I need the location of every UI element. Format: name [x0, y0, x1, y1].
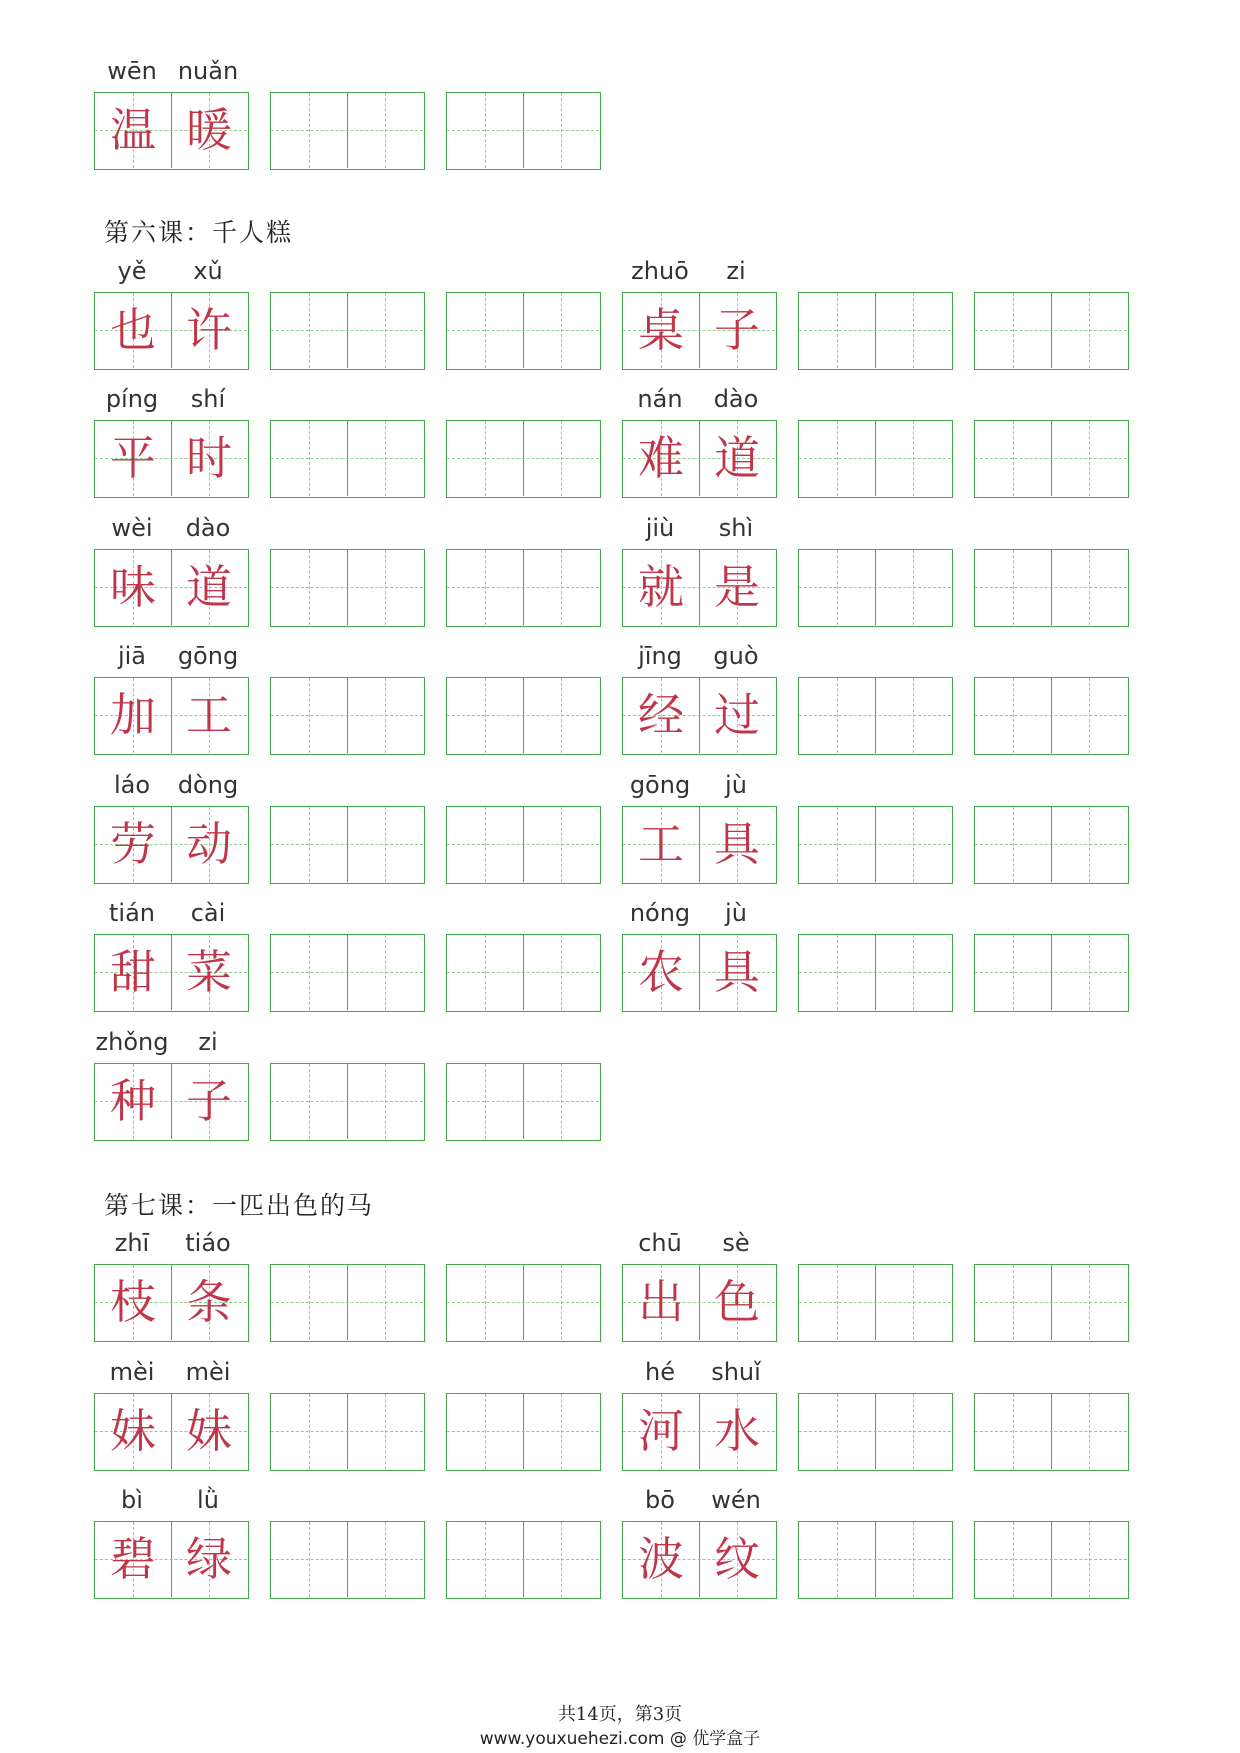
hanzi-char: 菜: [186, 945, 232, 999]
practice-box[interactable]: [446, 420, 601, 498]
hanzi-char: 色: [714, 1275, 760, 1329]
practice-box[interactable]: [974, 934, 1129, 1012]
word-box: [94, 677, 249, 755]
practice-box[interactable]: [798, 934, 953, 1012]
writing-cell[interactable]: [523, 93, 599, 168]
practice-box[interactable]: [446, 677, 601, 755]
practice-box[interactable]: [270, 806, 425, 884]
writing-cell[interactable]: [347, 678, 423, 753]
pinyin-label: shuǐ: [711, 1358, 761, 1386]
pinyin-label: jiù: [645, 514, 675, 542]
writing-cell[interactable]: [523, 293, 599, 368]
practice-box[interactable]: [798, 420, 953, 498]
pinyin-label: gōng: [629, 771, 691, 799]
pinyin-label: tián: [109, 899, 155, 927]
writing-cell[interactable]: [975, 807, 1051, 882]
hanzi-char: 劳: [110, 817, 156, 871]
word-box: [622, 934, 777, 1012]
word-box: [622, 677, 777, 755]
writing-cell[interactable]: [347, 550, 423, 625]
hanzi-char: 甜: [110, 945, 156, 999]
pinyin-label: zhī: [114, 1229, 150, 1257]
word-box: [622, 292, 777, 370]
writing-cell[interactable]: [1051, 550, 1127, 625]
writing-cell[interactable]: [523, 1064, 599, 1139]
writing-cell[interactable]: [347, 1394, 423, 1469]
pinyin-label: shì: [718, 514, 754, 542]
page-number: 共14页，第3页: [557, 1704, 683, 1725]
pinyin-label: píng: [105, 385, 159, 413]
practice-box[interactable]: [270, 549, 425, 627]
practice-box[interactable]: [446, 806, 601, 884]
writing-cell[interactable]: [347, 421, 423, 496]
pinyin-label: mèi: [109, 1358, 155, 1386]
practice-box[interactable]: [446, 934, 601, 1012]
writing-cell[interactable]: [447, 93, 523, 168]
hanzi-char: 许: [186, 303, 232, 357]
pinyin-label: wèi: [111, 514, 153, 542]
writing-cell[interactable]: [975, 935, 1051, 1010]
hanzi-char: 具: [714, 817, 760, 871]
writing-cell[interactable]: [523, 807, 599, 882]
writing-cell[interactable]: [347, 1064, 423, 1139]
writing-cell[interactable]: [447, 935, 523, 1010]
practice-box[interactable]: [798, 1393, 953, 1471]
practice-box[interactable]: [446, 549, 601, 627]
writing-cell[interactable]: [271, 421, 347, 496]
practice-box[interactable]: [446, 1264, 601, 1342]
hanzi-char: 时: [186, 431, 232, 485]
pinyin-label: nuǎn: [177, 57, 239, 85]
practice-box[interactable]: [446, 1063, 601, 1141]
writing-cell[interactable]: [799, 935, 875, 1010]
writing-cell[interactable]: [799, 807, 875, 882]
practice-box[interactable]: [270, 1393, 425, 1471]
writing-cell[interactable]: [447, 807, 523, 882]
hanzi-char: 水: [714, 1404, 760, 1458]
writing-cell[interactable]: [1051, 1265, 1127, 1340]
practice-box[interactable]: [974, 1393, 1129, 1471]
hanzi-char: 桌: [638, 303, 684, 357]
pinyin-label: shí: [190, 385, 226, 413]
word-box: [94, 806, 249, 884]
writing-cell[interactable]: [875, 421, 951, 496]
word-box: [94, 549, 249, 627]
hanzi-char: 种: [110, 1074, 156, 1128]
writing-cell[interactable]: [347, 807, 423, 882]
hanzi-char: 子: [714, 303, 760, 357]
practice-box[interactable]: [798, 292, 953, 370]
practice-box[interactable]: [270, 1264, 425, 1342]
practice-box[interactable]: [446, 1393, 601, 1471]
pinyin-label: zi: [726, 257, 746, 285]
writing-cell[interactable]: [1051, 1522, 1127, 1597]
practice-box[interactable]: [270, 934, 425, 1012]
pinyin-label: nóng: [629, 899, 691, 927]
hanzi-char: 工: [638, 817, 684, 871]
pinyin-label: zhǒng: [95, 1028, 169, 1056]
pinyin-label: zhuō: [631, 257, 689, 285]
hanzi-char: 绿: [186, 1532, 232, 1586]
pinyin-label: dòng: [177, 771, 239, 799]
pinyin-label: zi: [198, 1028, 218, 1056]
pinyin-label: yě: [117, 257, 147, 285]
writing-cell[interactable]: [271, 293, 347, 368]
hanzi-char: 具: [714, 945, 760, 999]
writing-cell[interactable]: [347, 1522, 423, 1597]
hanzi-char: 农: [638, 945, 684, 999]
pinyin-label: dào: [185, 514, 231, 542]
writing-cell[interactable]: [271, 807, 347, 882]
practice-box[interactable]: [270, 677, 425, 755]
writing-cell[interactable]: [447, 678, 523, 753]
writing-cell[interactable]: [1051, 807, 1127, 882]
pinyin-label: sè: [722, 1229, 750, 1257]
pinyin-label: dào: [713, 385, 759, 413]
writing-cell[interactable]: [271, 678, 347, 753]
word-box: [622, 549, 777, 627]
word-box: [94, 92, 249, 170]
writing-cell[interactable]: [347, 93, 423, 168]
pinyin-label: chū: [638, 1229, 682, 1257]
hanzi-char: 出: [638, 1275, 684, 1329]
word-box: [94, 1264, 249, 1342]
writing-cell[interactable]: [271, 1064, 347, 1139]
hanzi-char: 就: [638, 560, 684, 614]
writing-cell[interactable]: [271, 935, 347, 1010]
writing-cell[interactable]: [447, 1265, 523, 1340]
hanzi-char: 道: [714, 431, 760, 485]
pinyin-label: nán: [637, 385, 683, 413]
writing-cell[interactable]: [975, 550, 1051, 625]
writing-cell[interactable]: [1051, 293, 1127, 368]
writing-cell[interactable]: [523, 678, 599, 753]
hanzi-char: 道: [186, 560, 232, 614]
pinyin-label: láo: [113, 771, 151, 799]
writing-cell[interactable]: [875, 1522, 951, 1597]
practice-box[interactable]: [270, 92, 425, 170]
writing-cell[interactable]: [975, 1265, 1051, 1340]
practice-box[interactable]: [270, 292, 425, 370]
writing-cell[interactable]: [447, 1394, 523, 1469]
hanzi-char: 暖: [186, 103, 232, 157]
writing-cell[interactable]: [523, 1394, 599, 1469]
pinyin-label: jù: [725, 899, 747, 927]
hanzi-char: 纹: [714, 1532, 760, 1586]
writing-cell[interactable]: [347, 293, 423, 368]
writing-cell[interactable]: [347, 1265, 423, 1340]
hanzi-char: 加: [110, 688, 156, 742]
practice-box[interactable]: [974, 1521, 1129, 1599]
hanzi-char: 也: [110, 303, 156, 357]
word-box: [622, 1521, 777, 1599]
writing-cell[interactable]: [799, 1394, 875, 1469]
writing-cell[interactable]: [875, 1394, 951, 1469]
hanzi-char: 是: [714, 560, 760, 614]
writing-cell[interactable]: [523, 1265, 599, 1340]
writing-cell[interactable]: [799, 1265, 875, 1340]
writing-cell[interactable]: [975, 1394, 1051, 1469]
writing-cell[interactable]: [271, 1394, 347, 1469]
writing-cell[interactable]: [271, 550, 347, 625]
pinyin-label: tiáo: [185, 1229, 231, 1257]
practice-box[interactable]: [446, 92, 601, 170]
pinyin-label: cài: [190, 899, 226, 927]
word-box: [94, 1063, 249, 1141]
writing-cell[interactable]: [1051, 678, 1127, 753]
hanzi-char: 温: [110, 103, 156, 157]
writing-cell[interactable]: [875, 678, 951, 753]
writing-cell[interactable]: [1051, 935, 1127, 1010]
hanzi-char: 经: [638, 688, 684, 742]
hanzi-char: 波: [638, 1532, 684, 1586]
practice-box[interactable]: [974, 292, 1129, 370]
practice-box[interactable]: [270, 1063, 425, 1141]
hanzi-char: 妹: [186, 1404, 232, 1458]
practice-box[interactable]: [270, 420, 425, 498]
writing-cell[interactable]: [523, 550, 599, 625]
pinyin-label: jīng: [638, 642, 682, 670]
writing-cell[interactable]: [975, 1522, 1051, 1597]
pinyin-label: hé: [645, 1358, 675, 1386]
pinyin-label: bì: [121, 1486, 143, 1514]
practice-box[interactable]: [270, 1521, 425, 1599]
writing-cell[interactable]: [875, 935, 951, 1010]
hanzi-char: 河: [638, 1404, 684, 1458]
writing-cell[interactable]: [975, 678, 1051, 753]
hanzi-char: 难: [638, 431, 684, 485]
lesson-heading: 第七课：一匹出色的马: [104, 1191, 375, 1220]
hanzi-char: 子: [186, 1074, 232, 1128]
writing-cell[interactable]: [875, 1265, 951, 1340]
writing-cell[interactable]: [523, 1522, 599, 1597]
writing-cell[interactable]: [347, 935, 423, 1010]
writing-cell[interactable]: [447, 1064, 523, 1139]
writing-cell[interactable]: [799, 550, 875, 625]
hanzi-char: 动: [186, 817, 232, 871]
writing-cell[interactable]: [447, 550, 523, 625]
word-box: [94, 420, 249, 498]
writing-cell[interactable]: [1051, 421, 1127, 496]
pinyin-label: jù: [725, 771, 747, 799]
pinyin-label: wēn: [107, 57, 157, 85]
hanzi-char: 妹: [110, 1404, 156, 1458]
word-box: [622, 1393, 777, 1471]
writing-cell[interactable]: [1051, 1394, 1127, 1469]
pinyin-label: jiā: [117, 642, 147, 670]
pinyin-label: lǜ: [197, 1486, 219, 1514]
writing-cell[interactable]: [447, 421, 523, 496]
site-credit: www.youxuehezi.com @ 优学盒子: [479, 1729, 761, 1749]
pinyin-label: bō: [645, 1486, 675, 1514]
writing-cell[interactable]: [799, 421, 875, 496]
writing-cell[interactable]: [799, 293, 875, 368]
practice-box[interactable]: [446, 1521, 601, 1599]
pinyin-label: gōng: [177, 642, 239, 670]
writing-cell[interactable]: [271, 1265, 347, 1340]
writing-cell[interactable]: [447, 1522, 523, 1597]
word-box: [622, 806, 777, 884]
word-box: [94, 1393, 249, 1471]
word-box: [94, 292, 249, 370]
word-box: [94, 1521, 249, 1599]
hanzi-char: 味: [110, 560, 156, 614]
writing-cell[interactable]: [271, 93, 347, 168]
practice-box[interactable]: [798, 1521, 953, 1599]
practice-box[interactable]: [798, 549, 953, 627]
writing-cell[interactable]: [447, 293, 523, 368]
practice-box[interactable]: [974, 806, 1129, 884]
practice-box[interactable]: [974, 549, 1129, 627]
pinyin-label: wén: [711, 1486, 761, 1514]
word-box: [622, 1264, 777, 1342]
writing-cell[interactable]: [799, 678, 875, 753]
practice-box[interactable]: [446, 292, 601, 370]
practice-box[interactable]: [974, 677, 1129, 755]
pinyin-label: xǔ: [193, 257, 223, 285]
hanzi-char: 过: [714, 688, 760, 742]
writing-cell[interactable]: [875, 550, 951, 625]
pinyin-label: guò: [713, 642, 759, 670]
writing-cell[interactable]: [523, 935, 599, 1010]
lesson-heading: 第六课：千人糕: [104, 218, 294, 247]
practice-box[interactable]: [798, 677, 953, 755]
practice-box[interactable]: [798, 806, 953, 884]
practice-box[interactable]: [974, 420, 1129, 498]
hanzi-char: 条: [186, 1275, 232, 1329]
word-box: [94, 934, 249, 1012]
writing-cell[interactable]: [523, 421, 599, 496]
practice-box[interactable]: [798, 1264, 953, 1342]
pinyin-label: mèi: [185, 1358, 231, 1386]
writing-cell[interactable]: [271, 1522, 347, 1597]
writing-cell[interactable]: [975, 421, 1051, 496]
writing-cell[interactable]: [875, 293, 951, 368]
writing-cell[interactable]: [975, 293, 1051, 368]
hanzi-char: 工: [186, 688, 232, 742]
hanzi-char: 枝: [110, 1275, 156, 1329]
hanzi-char: 碧: [110, 1532, 156, 1586]
writing-cell[interactable]: [875, 807, 951, 882]
hanzi-char: 平: [110, 431, 156, 485]
practice-box[interactable]: [974, 1264, 1129, 1342]
word-box: [622, 420, 777, 498]
writing-cell[interactable]: [799, 1522, 875, 1597]
